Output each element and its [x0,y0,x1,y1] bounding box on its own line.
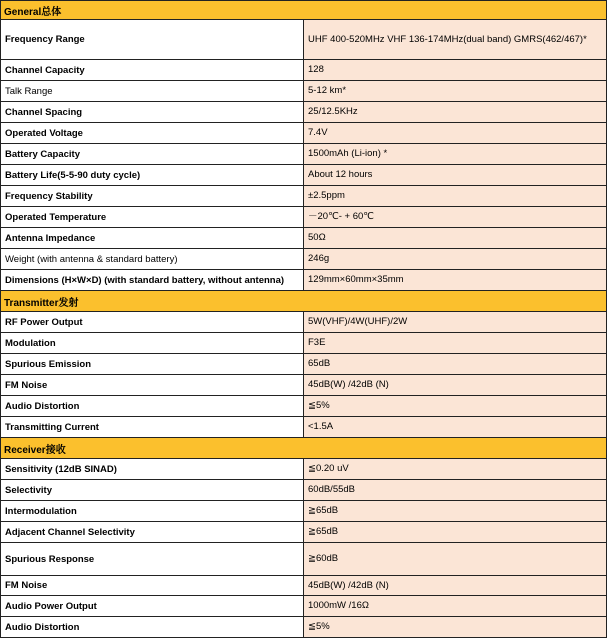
table-row [1,417,607,438]
row-value: ≧65dB [304,522,607,543]
table-row [1,333,607,354]
table-row [1,459,607,480]
row-value: 25/12.5KHz [304,102,607,123]
table-row [1,312,607,333]
row-label: Modulation [1,333,304,354]
row-value: ≦5% [304,617,607,638]
row-value: <1.5A [304,417,607,438]
table-row [1,228,607,249]
table-row [1,522,607,543]
row-label: Channel Spacing [1,102,304,123]
row-label: FM Noise [1,375,304,396]
table-row [1,354,607,375]
table-row [1,186,607,207]
table-row [1,165,607,186]
row-value: 60dB/55dB [304,480,607,501]
section-title: Receiver接收 [1,438,607,459]
row-value: About 12 hours [304,165,607,186]
table-row [1,596,607,617]
row-value: 129mm×60mm×35mm [304,270,607,291]
row-label: Audio Distortion [1,617,304,638]
table-row [1,375,607,396]
table-row [1,480,607,501]
row-label: Operated Temperature [1,207,304,228]
row-label: Frequency Range [1,20,304,60]
section-title: Transmitter发射 [1,291,607,312]
row-label: Transmitting Current [1,417,304,438]
row-label: Antenna Impedance [1,228,304,249]
row-value: ≦0.20 uV [304,459,607,480]
row-value: ≧60dB [304,543,607,576]
row-value: 7.4V [304,123,607,144]
row-label: Audio Power Output [1,596,304,617]
row-value: 45dB(W) /42dB (N) [304,576,607,596]
row-value: 128 [304,60,607,81]
table-row [1,102,607,123]
row-label: Spurious Response [1,543,304,576]
row-label: Battery Capacity [1,144,304,165]
table-row [1,20,607,60]
row-value: ≧65dB [304,501,607,522]
row-value: 65dB [304,354,607,375]
section-header-receiver [1,438,607,459]
table-row [1,60,607,81]
row-label: Intermodulation [1,501,304,522]
row-label: Selectivity [1,480,304,501]
row-value: －20℃- + 60℃ [304,207,607,228]
row-label: Operated Voltage [1,123,304,144]
row-label: FM Noise [1,576,304,596]
table-row [1,543,607,576]
row-value: 246g [304,249,607,270]
row-value: ±2.5ppm [304,186,607,207]
row-label: Audio Distortion [1,396,304,417]
row-value: 45dB(W) /42dB (N) [304,375,607,396]
table-row [1,270,607,291]
table-row [1,207,607,228]
table-row [1,249,607,270]
row-label: Frequency Stability [1,186,304,207]
row-label: Talk Range [1,81,304,102]
section-title: General总体 [1,1,607,20]
row-value: F3E [304,333,607,354]
row-label: Adjacent Channel Selectivity [1,522,304,543]
row-label: Dimensions (H×W×D) (with standard battery, without antenna) [1,270,304,291]
row-label: Weight (with antenna & standard battery) [1,249,304,270]
table-row [1,396,607,417]
row-value: 50Ω [304,228,607,249]
table-row [1,144,607,165]
table-row [1,501,607,522]
row-value: UHF 400-520MHz VHF 136-174MHz(dual band) GMRS(462/467)* [304,20,607,60]
row-value: 1000mW /16Ω [304,596,607,617]
section-header-general [1,1,607,20]
table-row [1,617,607,638]
table-row [1,81,607,102]
row-label: RF Power Output [1,312,304,333]
section-header-transmitter [1,291,607,312]
row-label: Battery Life(5-5-90 duty cycle) [1,165,304,186]
row-value: 5W(VHF)/4W(UHF)/2W [304,312,607,333]
row-label: Sensitivity (12dB SINAD) [1,459,304,480]
table-row [1,123,607,144]
row-value: ≦5% [304,396,607,417]
table-row [1,576,607,596]
row-label: Spurious Emission [1,354,304,375]
row-value: 5-12 km* [304,81,607,102]
row-label: Channel Capacity [1,60,304,81]
row-value: 1500mAh (Li-ion) * [304,144,607,165]
